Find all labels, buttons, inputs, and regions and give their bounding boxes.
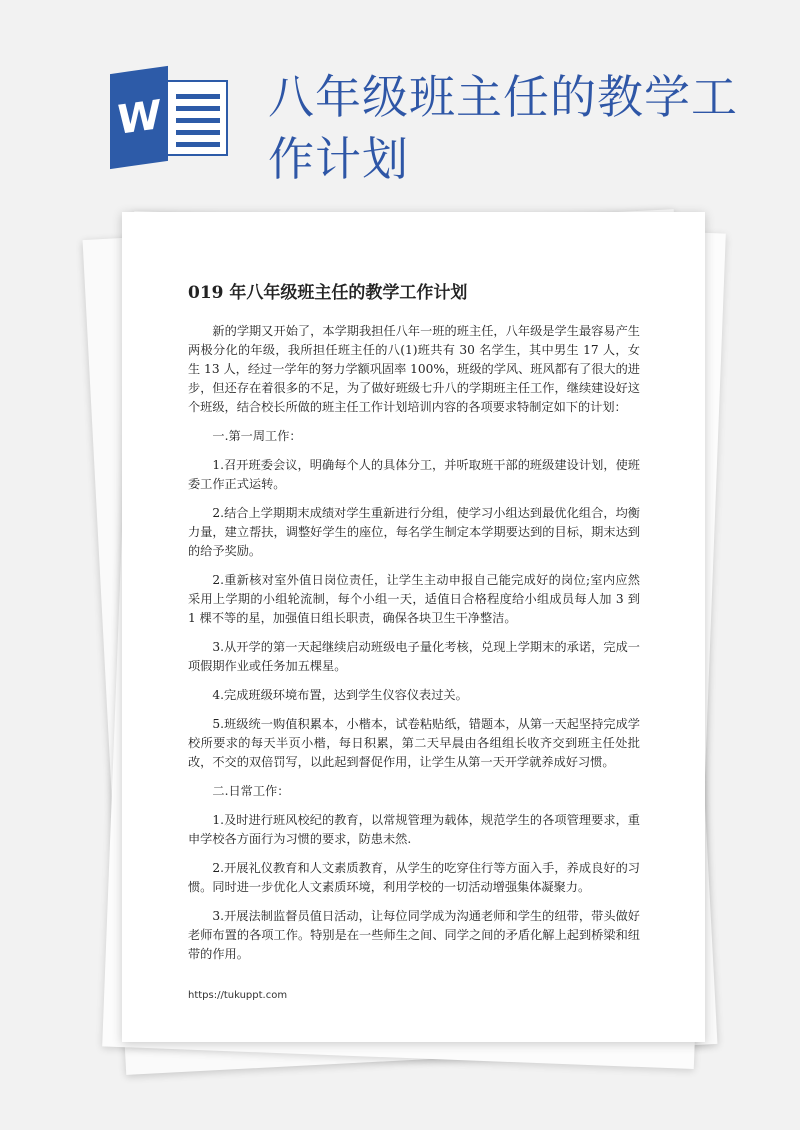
paragraph: 2.结合上学期期末成绩对学生重新进行分组，使学习小组达到最优化组合，均衡力量，建立帮扶，调整好学生的座位，每名学生制定本学期要达到的目标，期末达到的给予奖励。 xyxy=(188,506,640,558)
paragraph: 2.开展礼仪教育和人文素质教育，从学生的吃穿住行等方面入手，养成良好的习惯。同时进一步优化人文素质环境，利用学校的一切活动增强集体凝聚力。 xyxy=(188,861,640,894)
document-page xyxy=(122,212,705,1042)
paragraph: 3.从开学的第一天起继续启动班级电子量化考核，兑现上学期末的承诺，完成一项假期作业或任务加五棵星。 xyxy=(188,640,640,673)
word-app-icon xyxy=(110,70,230,165)
paragraph: 1.召开班委会议，明确每个人的具体分工，并听取班干部的班级建设计划，使班委工作正式运转。 xyxy=(188,458,640,491)
paragraph: 4.完成班级环境布置，达到学生仪容仪表过关。 xyxy=(212,688,468,702)
paragraph: 新的学期又开始了，本学期我担任八年一班的班主任，八年级是学生最容易产生两极分化的年级，我所担任班主任的八(1)班共有 30 名学生，其中男生 17 人，女生 13 人，经过一学年的努力学额巩固率 100%，班级的学风、班风都有了很大的进步，但还存在着很多的不足，为了做好班级七升八的学期班主任工作，继续建设好这个班级，结合校长所做的班主任工作计划培训内容的各项要求特制定如下的计划： xyxy=(188,324,640,414)
document-body xyxy=(188,322,640,974)
section-heading: 二.日常工作： xyxy=(212,784,290,798)
paragraph: 3.开展法制监督员值日活动，让每位同学成为沟通老师和学生的纽带，带头做好老师布置的各项工作。特别是在一些师生之间、同学之间的矛盾化解上起到桥梁和纽带的作用。 xyxy=(188,909,640,961)
section-heading: 一.第一周工作： xyxy=(212,429,302,443)
paragraph: 1.及时进行班风校纪的教育，以常规管理为载体，规范学生的各项管理要求，重申学校各方面行为习惯的要求，防患未然. xyxy=(188,813,640,846)
paragraph: 5.班级统一购值积累本，小楷本，试卷粘贴纸，错题本，从第一天起坚持完成学校所要求的每天半页小楷，每日积累，第二天早晨由各组组长收齐交到班主任处批改，不交的双倍罚写，以此起到督促作用，让学生从第一天开学就养成好习惯。 xyxy=(188,717,640,769)
document-title: 019 年八年级班主任的教学工作计划 xyxy=(188,283,468,303)
paragraph: 2.重新核对室外值日岗位责任，让学生主动申报自己能完成好的岗位;室内应然采用上学期的小组轮流制，每个小组一天，适值日合格程度给小组成员每人加 3 到 1 棵不等的星，加强值日组长职责，确保各块卫生干净整洁。 xyxy=(188,573,640,625)
word-letter-badge: W xyxy=(110,66,168,169)
page-title: 八年级班主任的教学工作计划 xyxy=(268,70,738,186)
footer-url: https://tukuppt.com xyxy=(188,990,288,1001)
